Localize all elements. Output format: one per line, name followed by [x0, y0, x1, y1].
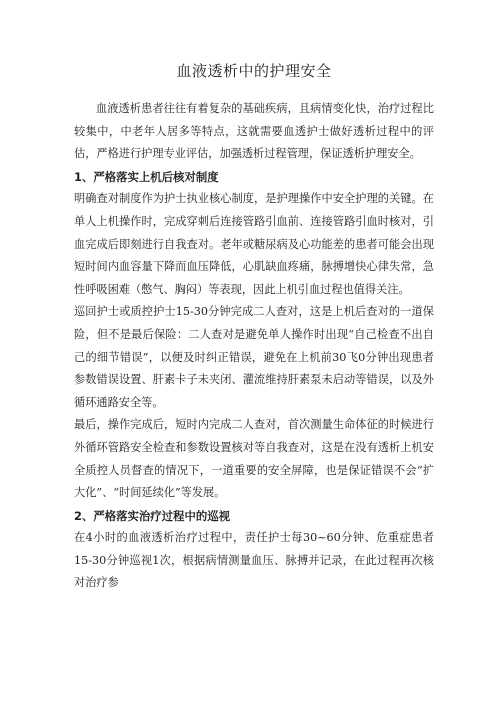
section-2-heading: 2、严格落实治疗过程中的巡视 — [74, 508, 231, 523]
document-page — [74, 60, 434, 595]
section-1-paragraph-2: 巡回护士或质控护士15-30分钟完成二人查对，这是上机后查对的一道保险，但不是最后保险：二人查对是避免单人操作时出现“自己检查不出自己的细节错误”，以便及时纠正错误，避免在上机前30飞0分钟出现患者参数错误设置、肝素卡子未夹闭、灌流维持肝素泵未启动等错误，以及外循环通路安全等。 — [74, 305, 434, 409]
section-1-paragraph-3: 最后，操作完成后，短时内完成二人查对，首次测量生命体征的时候进行外循环管路安全检查和参数设置核对等自我查对，这是在没有透析上机安全质控人员督查的情况下，一道重要的安全屏障，也是保证错误不会“扩大化”、“时间延续化”等发展。 — [74, 418, 434, 500]
intro-paragraph: 血液透析患者往往有着复杂的基础疾病，且病情变化快，治疗过程比较集中，中老年人居多等特点，这就需要血透护士做好透析过程中的评估，严格进行护理专业评估，加强透析过程管理，保证透析护理安全。 — [74, 102, 434, 161]
section-1-paragraph-1: 明确查对制度作为护士执业核心制度，是护理操作中安全护理的关键。在单人上机操作时，完成穿刺后连接管路引血前、连接管路引血时核对，引血完成后即刻进行自我查对。老年或糖尿病及心功能差的患者可能会出现短时间内血容量下降而血压降低，心肌缺血疼痛，脉搏增快心律失常，急性呼吸困难（憋气、胸闷）等表现，因此上机引血过程也值得关注。 — [74, 192, 434, 296]
section-1-heading: 1、严格落实上机后核对制度 — [74, 169, 219, 184]
document-title: 血液透析中的护理安全 — [176, 62, 332, 80]
section-2-paragraph-1: 在4小时的血液透析治疗过程中，责任护士每30~60分钟、危重症患者15-30分钟巡视1次，根据病情测量血压、脉搏并记录，在此过程再次核对治疗参 — [74, 531, 434, 590]
